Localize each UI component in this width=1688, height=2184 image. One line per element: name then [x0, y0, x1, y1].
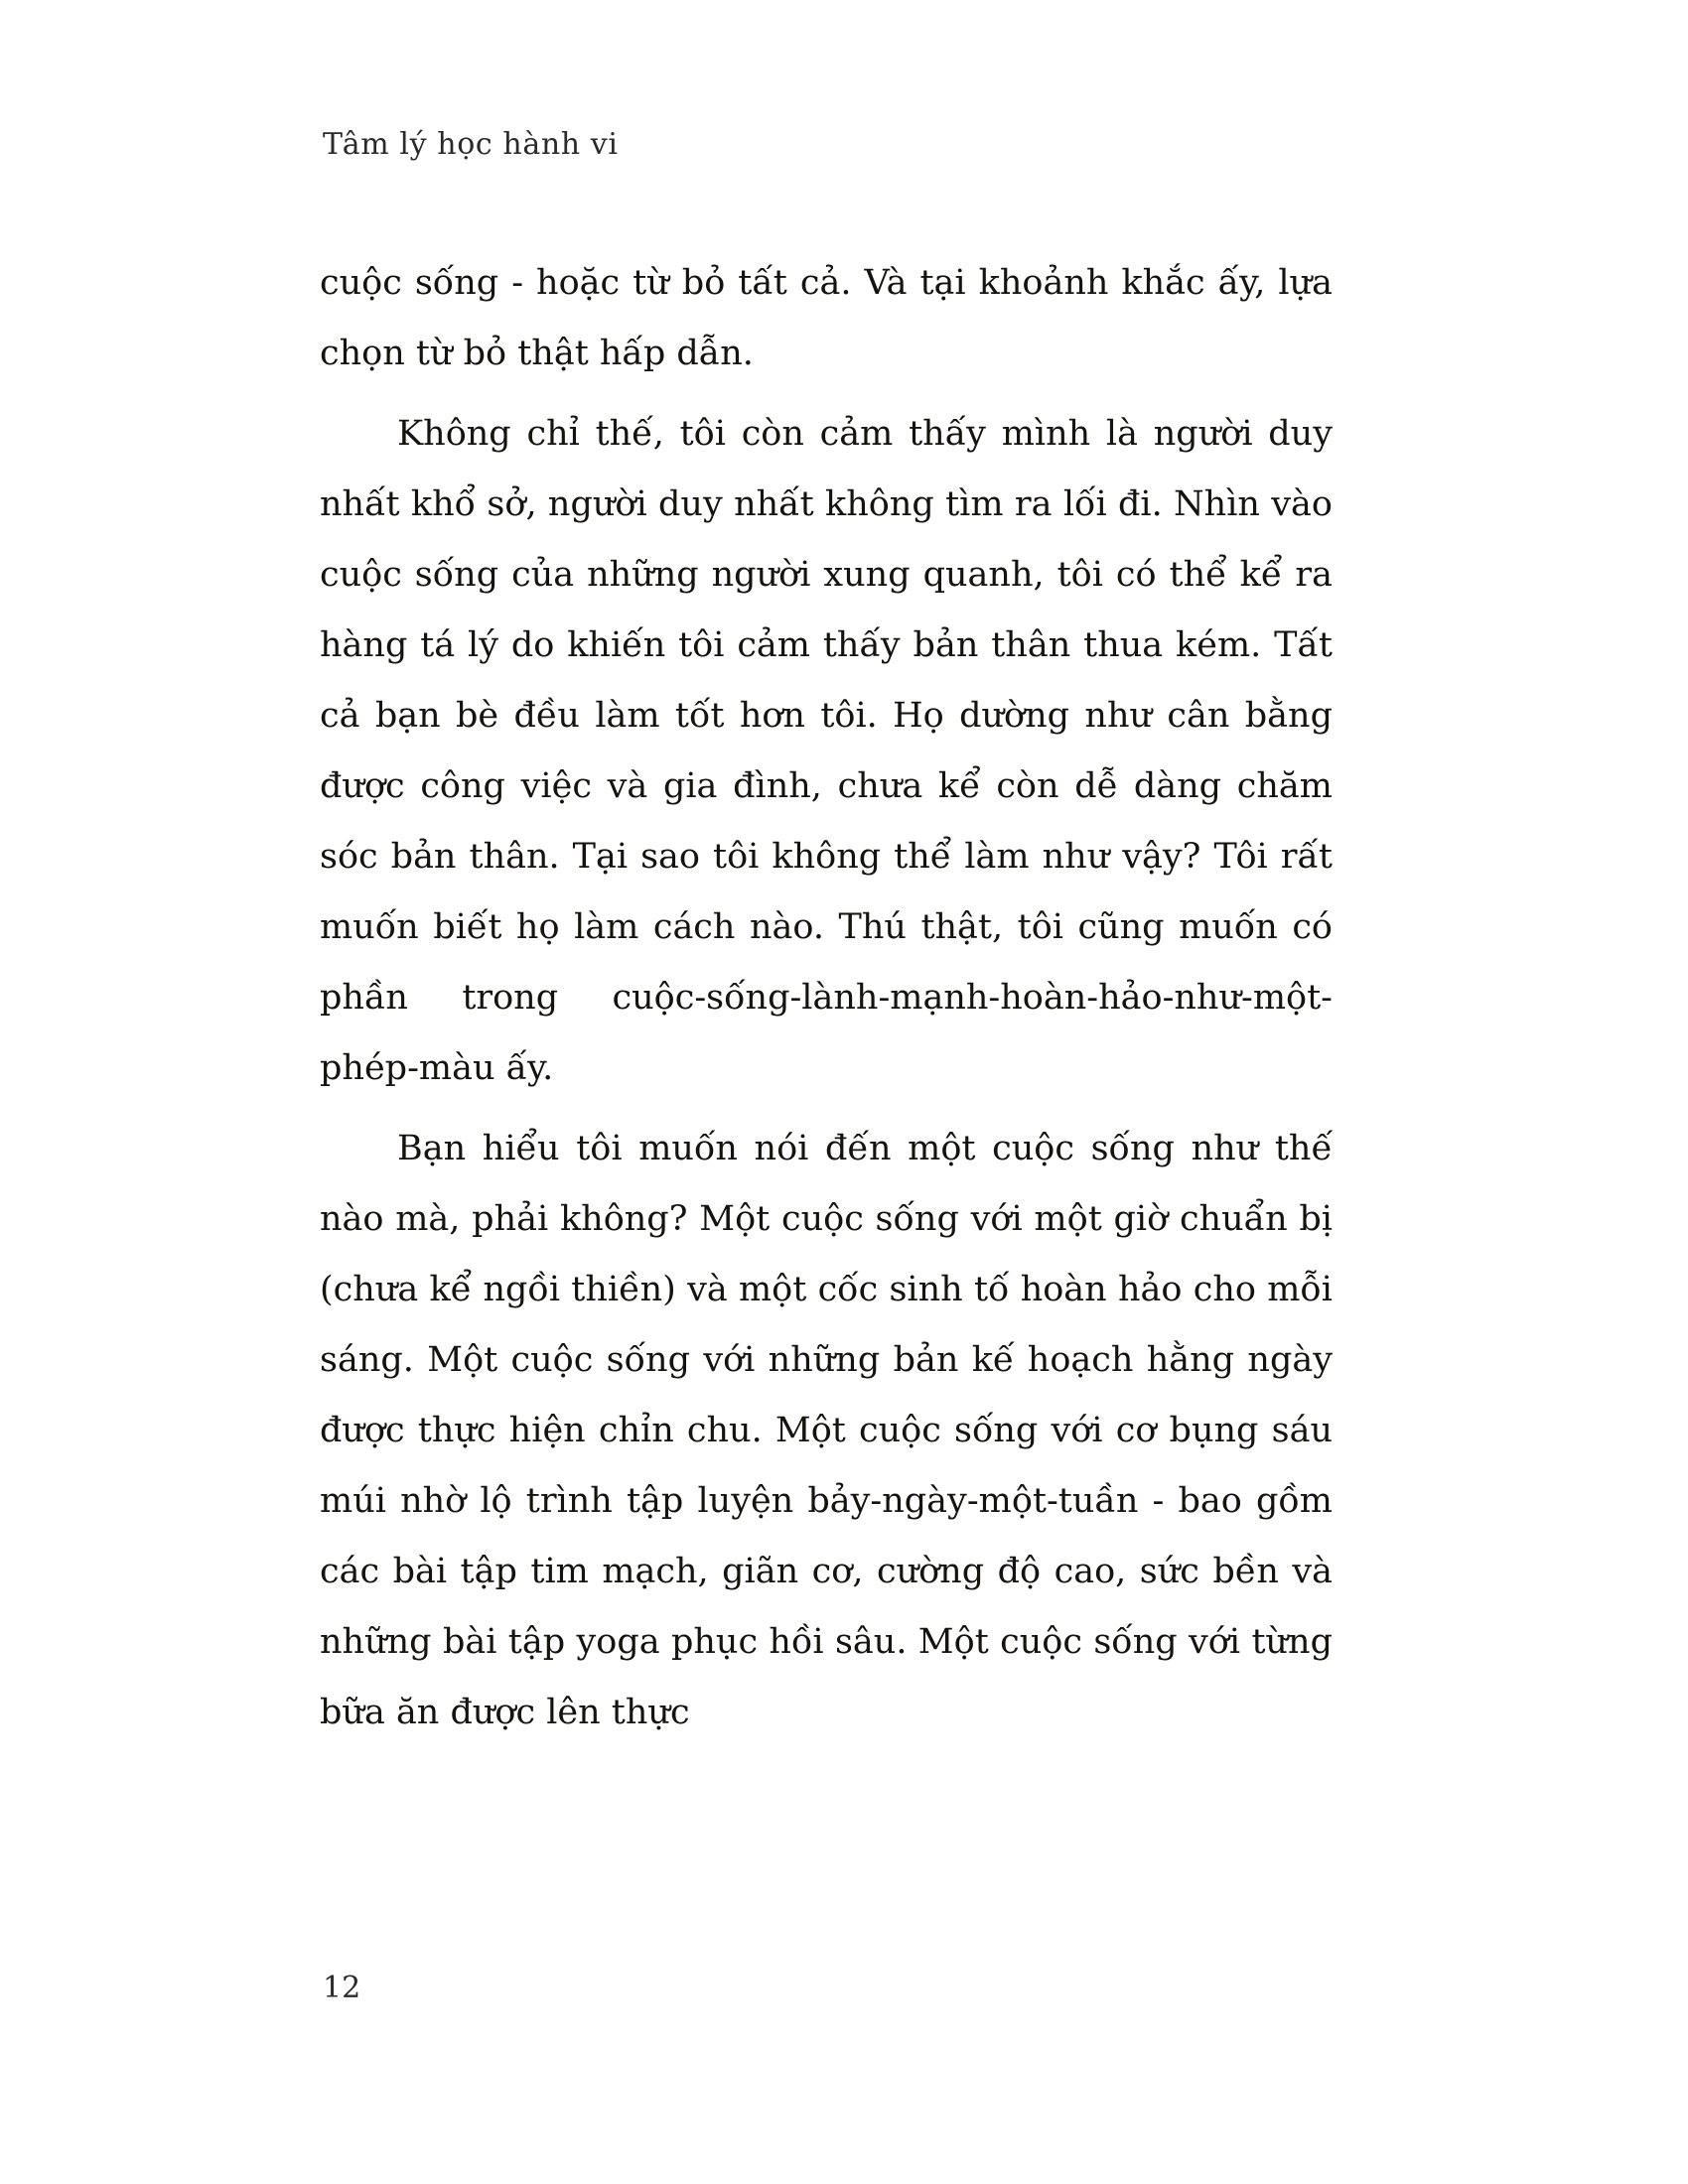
paragraph: Không chỉ thế, tôi còn cảm thấy mình là người duy nhất khổ sở, người duy nhất không tìm ra lối đi. Nhìn vào cuộc sống của những người xung quanh, tôi có thể kể ra hàng tá lý do khiến tôi cảm thấy bản thân thua kém. Tất cả bạn bè đều làm tốt hơn tôi. Họ dường như cân bằng được công việc và gia đình, chưa kể còn dễ dàng chăm sóc bản thân. Tại sao tôi không thể làm như vậy? Tôi rất muốn biết họ làm cách nào. Thú thật, tôi cũng muốn có phần trong cuộc-sống-lành-mạnh-hoàn-hảo-như-một-phép-màu ấy. [320, 414, 1333, 1088]
paragraph: Bạn hiểu tôi muốn nói đến một cuộc sống như thế nào mà, phải không? Một cuộc sống với một giờ chuẩn bị (chưa kể ngồi thiền) và một cốc sinh tố hoàn hảo cho mỗi sáng. Một cuộc sống với những bản kế hoạch hằng ngày được thực hiện chỉn chu. Một cuộc sống với cơ bụng sáu múi nhờ lộ trình tập luyện bảy-ngày-một-tuần - bao gồm các bài tập tim mạch, giãn cơ, cường độ cao, sức bền và những bài tập yoga phục hồi sâu. Một cuộc sống với từng bữa ăn được lên thực [320, 1129, 1333, 1732]
body-text [320, 248, 1333, 1748]
page-number: 12 [323, 1971, 361, 2005]
paragraph: cuộc sống - hoặc từ bỏ tất cả. Và tại khoảnh khắc ấy, lựa chọn từ bỏ thật hấp dẫn. [320, 263, 1333, 373]
running-head: Tâm lý học hành vi [323, 127, 619, 162]
